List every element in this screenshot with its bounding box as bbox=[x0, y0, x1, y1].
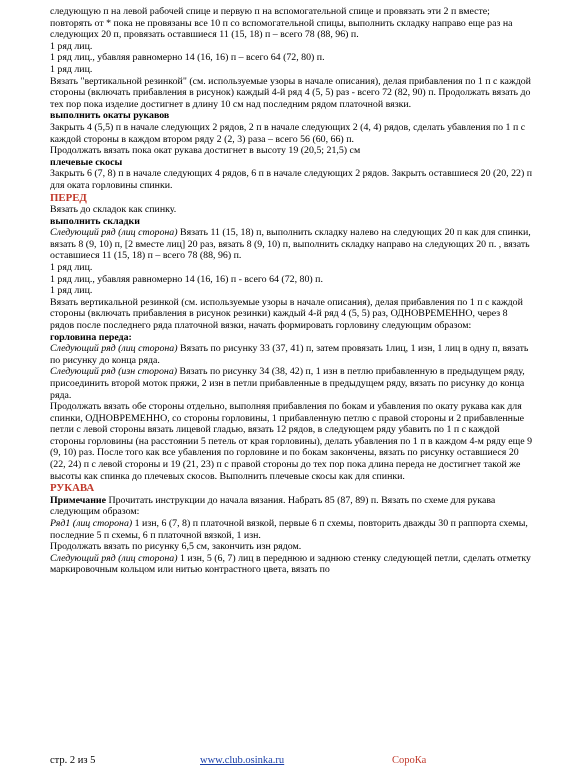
section-subheading: выполнить окаты рукавов bbox=[50, 110, 170, 122]
paragraph: Вязать до складок как спинку. bbox=[50, 204, 177, 215]
note-text: Прочитать инструкции до начала вязания. Набрать 85 (87, 89) п. Вязать по схеме для рукава следующим образом: bbox=[50, 494, 496, 518]
section-heading: РУКАВА bbox=[50, 482, 95, 495]
paragraph: 1 ряд лиц. bbox=[50, 63, 93, 75]
instruction-row bbox=[50, 343, 534, 366]
section-subheading: горловина переда: bbox=[50, 331, 132, 343]
author-name: СороКа bbox=[392, 755, 427, 766]
row-text: Вязать 11 (15, 18) п, выполнить складку налево на следующих 20 п как для спинки, вязать 8 (9, 10) п, [2 вместе лиц] 20 раз, вязать 8 (9, 10) п, выполнить складку направо на следующих 20 п. , вязать оставшиеся 11 (15, 18) п – всего 78 (88, 96) п. bbox=[50, 227, 531, 262]
section-subheading: плечевые скосы bbox=[50, 156, 123, 168]
row-text: 1 изн, 5 (6, 7) лиц в переднюю и заднюю стенку следующей петли, сделать отметку маркировочным кольцом или нитью контрастного цвета, вязать по bbox=[50, 552, 531, 576]
paragraph: Продолжать вязать обе стороны отдельно, выполняя прибавления по бокам и убавления по окату рукава как для спинки, ОДНОВРЕМЕННО, со стороны горловины, 1 прибавленную петлю с правой стороны и 2 прибавленные петли с левой стороны вязать лицевой гладью, вязать 12 рядов, в следующем ряду убавить по 1 п с каждой стороны горловины (на расстоянии 5 петель от края горловины), делать убавления по 1 п в каждом 4-м ряду еще 9 (9, 10) раз. После того как все убавления по горловине и по бокам закончены, вязать по рисунку оставшиеся 20 (22, 24) п с левой стороны и 19 (21, 23) п с правой стороны до тех пор пока длина переда не достигнет такой же высоты как спинка до плечевых скосов. Выполнить плечевые скосы как для спинки. bbox=[50, 401, 533, 482]
paragraph: 1 ряд лиц. bbox=[50, 261, 93, 273]
paragraph: Вязать "вертикальной резинкой" (см. используемые узоры в начале описания), делая прибавления по 1 п с каждой стороны (включать прибавления в рисунок) каждый 4-й ряд 4 (5, 5) раз - всего 72 (82, 90) п. Продолжать вязать до тех пор пока изделие достигнет в длину 10 см над последним рядом платочной вязки. bbox=[50, 75, 531, 110]
paragraph: Закрыть 6 (7, 8) п в начале следующих 4 рядов, 6 п в начале следующих 2 рядов. Закрыть оставшиеся 20 (20, 22) п для оката горловины спинки. bbox=[50, 168, 533, 191]
paragraph: 1 ряд лиц., убавляя равномерно 14 (16, 16) п - всего 64 (72, 80) п. bbox=[50, 273, 323, 285]
instruction-row bbox=[50, 518, 534, 541]
instruction-row bbox=[50, 227, 534, 262]
row-label: Следующий ряд (изн сторона) bbox=[50, 366, 178, 378]
paragraph: 1 ряд лиц., убавляя равномерно 14 (16, 16) п – всего 64 (72, 80) п. bbox=[50, 52, 325, 64]
row-label: Следующий ряд (лиц сторона) bbox=[50, 227, 178, 239]
note-paragraph bbox=[50, 495, 534, 518]
paragraph: Вязать вертикальной резинкой (см. используемые узоры в начале описания), делая прибавления по 1 п с каждой стороны (включать прибавления в рисунок резинки) каждый 4-й ряд 4 (5, 5) раз, ОДНОВРЕМЕННО, через 8 рядов после последнего ряда платочной вязки, начать формировать горловину следующим образом: bbox=[50, 296, 523, 331]
paragraph: Продолжать вязать по рисунку 6,5 см, закончить изн рядом. bbox=[50, 541, 302, 553]
instruction-row bbox=[50, 553, 534, 576]
row-text: Вязать по рисунку 33 (37, 41) п, затем провязать 1лиц, 1 изн, 1 лиц в одну п, вязать по рисунку до конца ряда. bbox=[50, 343, 529, 366]
row-label: Следующий ряд (лиц сторона) bbox=[50, 343, 178, 355]
paragraph: Закрыть 4 (5,5) п в начале следующих 2 рядов, 2 п в начале следующих 2 (4, 4) рядов, сделать убавления по 1 п с каждой стороны в каждом втором ряду 2 (2, 3) раза – всего 56 (60, 66) п. bbox=[50, 121, 526, 145]
row-label: Ряд1 (лиц сторона) bbox=[50, 517, 133, 529]
paragraph: следующую п на левой рабочей спице и первую п на вспомогательной спице и провязать эти 2 п вместе; повторять от * пока не провязаны все 10 п со вспомогательной спицы, выполнить складку направо еще раз на следующих 20 п, провязать оставшиеся 11 (15, 18) п – всего 78 (88, 96) п. bbox=[50, 6, 513, 41]
page-footer bbox=[50, 755, 530, 769]
note-label: Примечание bbox=[50, 494, 106, 506]
row-text: 1 изн, 6 (7, 8) п платочной вязкой, первые 6 п схемы, повторить дважды 30 п раппорта схемы, последние 5 п схемы, 6 п платочной вязкой, 1 изн. bbox=[50, 517, 528, 541]
row-label: Следующий ряд (лиц сторона) bbox=[50, 552, 178, 564]
instruction-row bbox=[50, 366, 534, 401]
paragraph: Продолжать вязать пока окат рукава достигнет в высоту 19 (20,5; 21,5) см bbox=[50, 145, 361, 157]
site-link[interactable]: www.club.osinka.ru bbox=[200, 755, 285, 766]
row-text: Вязать по рисунку 34 (38, 42) п, 1 изн в петлю прибавленную в предыдущем ряду, присоединить второй моток пряжи, 2 изн в петли прибавленные в предыдущем ряду, вязать по рисунку до конца ряда. bbox=[50, 366, 525, 401]
paragraph: 1 ряд лиц. bbox=[50, 285, 93, 297]
section-subheading: выполнить складки bbox=[50, 215, 140, 227]
page-number: стр. 2 из 5 bbox=[50, 755, 96, 766]
document-body bbox=[50, 6, 534, 576]
paragraph: 1 ряд лиц. bbox=[50, 40, 93, 52]
section-heading: ПЕРЕД bbox=[50, 191, 87, 204]
